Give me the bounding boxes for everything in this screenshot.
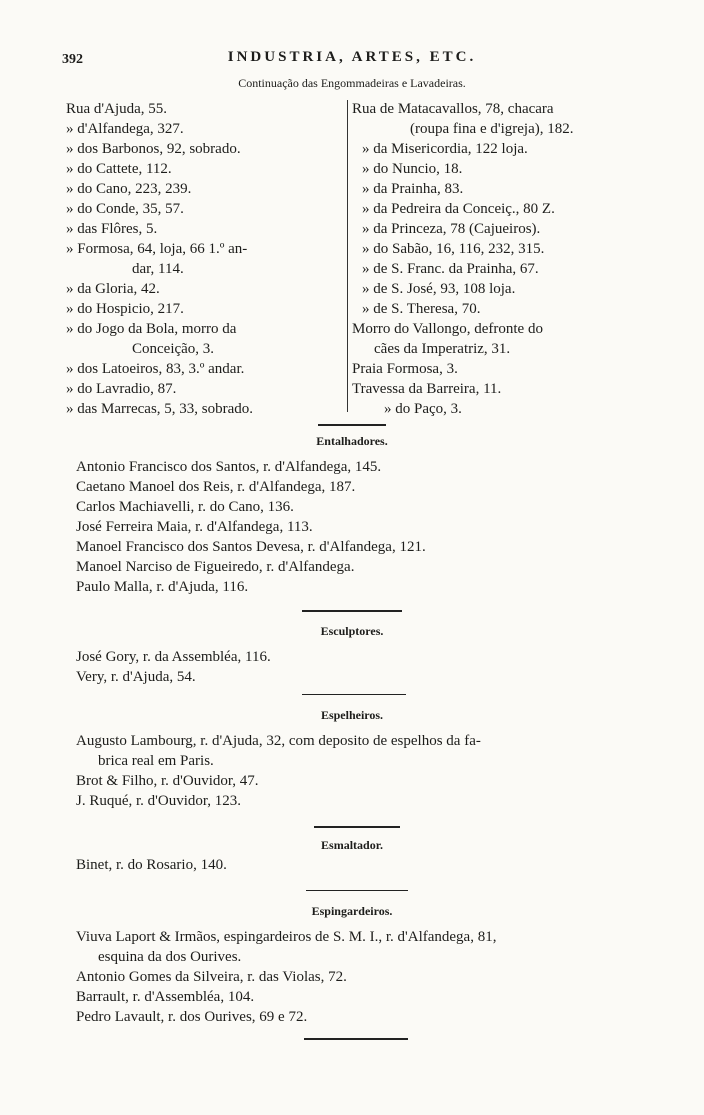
list-item-continuation: (roupa fina e d'igreja), 182. [410, 121, 574, 137]
list-item: » dos Latoeiros, 83, 3.º andar. [66, 361, 245, 377]
list-item: » d'Alfandega, 327. [66, 121, 184, 137]
page-number: 392 [62, 52, 83, 67]
list-item: Carlos Machiavelli, r. do Cano, 136. [76, 499, 294, 515]
list-item: Morro do Vallongo, defronte do [352, 321, 543, 337]
list-item: Binet, r. do Rosario, 140. [76, 857, 227, 873]
section-title-esmaltador: Esmaltador. [321, 838, 383, 852]
list-item-continuation: cães da Imperatriz, 31. [374, 341, 511, 357]
list-item: » da Misericordia, 122 loja. [362, 141, 528, 157]
section-title-entalhadores: Entalhadores. [316, 434, 388, 448]
section-rule [306, 890, 408, 891]
list-item: Manoel Francisco dos Santos Devesa, r. d'Alfandega, 121. [76, 539, 426, 555]
list-item-continuation: Conceição, 3. [132, 341, 215, 357]
section-title-espingardeiros: Espingardeiros. [311, 904, 393, 918]
list-item: » do Nuncio, 18. [362, 161, 463, 177]
list-item-continuation: esquina da dos Ourives. [98, 949, 242, 965]
list-item: Travessa da Barreira, 11. [352, 381, 502, 397]
section-rule [318, 424, 386, 426]
list-item: Barrault, r. d'Assembléa, 104. [76, 989, 255, 1005]
section-title-esculptores: Esculptores. [320, 624, 384, 638]
list-item: » da Gloria, 42. [66, 281, 160, 297]
list-item: J. Ruqué, r. d'Ouvidor, 123. [76, 793, 242, 809]
list-item: Caetano Manoel dos Reis, r. d'Alfandega, 187. [76, 479, 356, 495]
list-item: » do Cano, 223, 239. [66, 181, 192, 197]
list-item: » da Princeza, 78 (Cajueiros). [362, 221, 541, 237]
list-item-continuation: dar, 114. [132, 261, 184, 277]
column-divider [347, 100, 348, 412]
list-item: Brot & Filho, r. d'Ouvidor, 47. [76, 773, 259, 789]
list-item: » das Flôres, 5. [66, 221, 158, 237]
section-title-espelheiros: Espelheiros. [320, 708, 384, 722]
list-item: Manoel Narciso de Figueiredo, r. d'Alfandega. [76, 559, 355, 575]
list-item: Augusto Lambourg, r. d'Ajuda, 32, com deposito de espelhos da fa- [76, 733, 481, 749]
list-item: Rua d'Ajuda, 55. [66, 101, 168, 117]
list-item: Paulo Malla, r. d'Ajuda, 116. [76, 579, 249, 595]
list-item: » do Paço, 3. [384, 401, 462, 417]
list-item: Rua de Matacavallos, 78, chacara [352, 101, 554, 117]
list-item: » do Conde, 35, 57. [66, 201, 184, 217]
section-subheader: Continuação das Engommadeiras e Lavadeiras. [238, 76, 466, 90]
section-rule [302, 610, 402, 612]
running-header: INDUSTRIA, ARTES, ETC. [227, 49, 477, 65]
list-item: » do Jogo da Bola, morro da [66, 321, 237, 337]
list-item: » dos Barbonos, 92, sobrado. [66, 141, 241, 157]
list-item: José Gory, r. da Assembléa, 116. [76, 649, 271, 665]
list-item: Pedro Lavault, r. dos Ourives, 69 e 72. [76, 1009, 308, 1025]
list-item: » das Marrecas, 5, 33, sobrado. [66, 401, 254, 417]
list-item: Antonio Gomes da Silveira, r. das Violas, 72. [76, 969, 347, 985]
list-item: Viuva Laport & Irmãos, espingardeiros de S. M. I., r. d'Alfandega, 81, [76, 929, 497, 945]
section-rule [302, 694, 406, 695]
list-item: » de S. Theresa, 70. [362, 301, 481, 317]
list-item: » de S. José, 93, 108 loja. [362, 281, 516, 297]
list-item-continuation: brica real em Paris. [98, 753, 214, 769]
list-item: » Formosa, 64, loja, 66 1.º an- [66, 241, 248, 257]
list-item: » do Hospicio, 217. [66, 301, 184, 317]
list-item: » do Lavradio, 87. [66, 381, 177, 397]
list-item: Very, r. d'Ajuda, 54. [76, 669, 196, 685]
list-item: » do Cattete, 112. [66, 161, 172, 177]
list-item: » da Prainha, 83. [362, 181, 464, 197]
list-item: Antonio Francisco dos Santos, r. d'Alfandega, 145. [76, 459, 382, 475]
list-item: » da Pedreira da Conceiç., 80 Z. [362, 201, 555, 217]
list-item: » de S. Franc. da Prainha, 67. [362, 261, 539, 277]
list-item: Praia Formosa, 3. [352, 361, 458, 377]
list-item: » do Sabão, 16, 116, 232, 315. [362, 241, 545, 257]
list-item: José Ferreira Maia, r. d'Alfandega, 113. [76, 519, 313, 535]
section-rule [314, 826, 400, 828]
section-rule [304, 1038, 408, 1040]
